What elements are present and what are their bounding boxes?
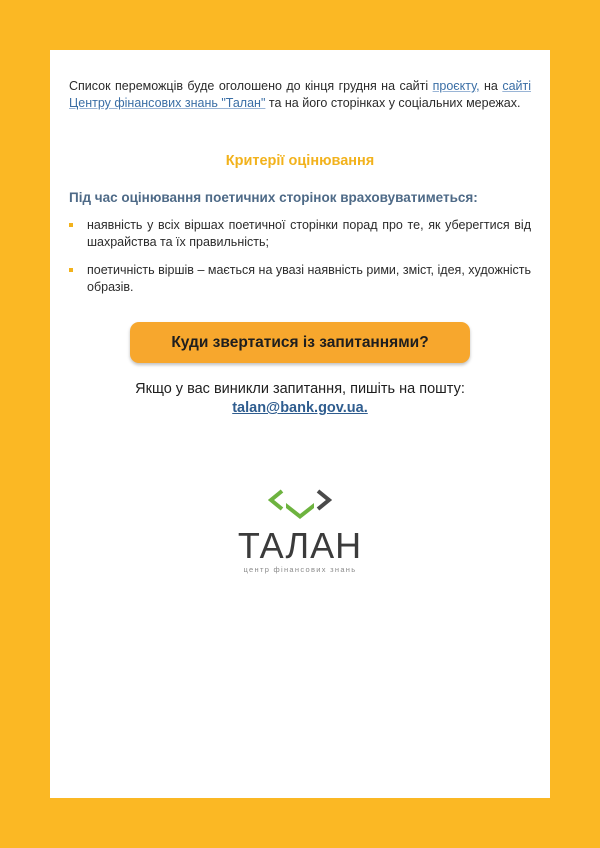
- criteria-title: Критерії оцінювання: [225, 153, 375, 169]
- criteria-item: [69, 217, 531, 251]
- evaluation-subtitle: Під час оцінювання поетичних сторінок враховуватиметься:: [69, 190, 478, 205]
- contact-email-line: [50, 400, 550, 416]
- intro-text-1: Список переможців буде оголошено до кінця грудня на сайті: [69, 79, 433, 93]
- talan-site-link[interactable]: сайті Центру фінансових знань "Талан": [69, 79, 531, 110]
- criteria-item-text: поетичність віршів – мається на увазі наявність рими, зміст, ідея, художність образів.: [87, 263, 531, 294]
- bullet-icon: [69, 223, 73, 227]
- email-link[interactable]: talan@bank.gov.ua.: [232, 400, 368, 416]
- intro-text-2: на: [479, 79, 503, 93]
- project-link[interactable]: проєкту,: [432, 79, 480, 93]
- page-sheet: [50, 50, 550, 798]
- winners-announcement: [69, 78, 531, 112]
- intro-text-3: та на його сторінках у соціальних мережах.: [265, 96, 521, 110]
- criteria-list: [69, 217, 531, 307]
- talan-logo: [230, 488, 370, 578]
- logo-tagline: центр фінансових знань: [243, 565, 357, 574]
- criteria-item: [69, 262, 531, 296]
- criteria-item-text: наявність у всіх віршах поетичної сторінки порад про те, як уберегтися від шахрайства та їх правильність;: [87, 218, 531, 249]
- logo-name: ТАЛАН: [237, 525, 363, 566]
- questions-button[interactable]: Куди звертатися із запитаннями?: [130, 322, 470, 363]
- talan-logo-mark-icon: [268, 488, 332, 522]
- contact-text: Якщо у вас виникли запитання, пишіть на пошту:: [135, 381, 465, 397]
- bullet-icon: [69, 268, 73, 272]
